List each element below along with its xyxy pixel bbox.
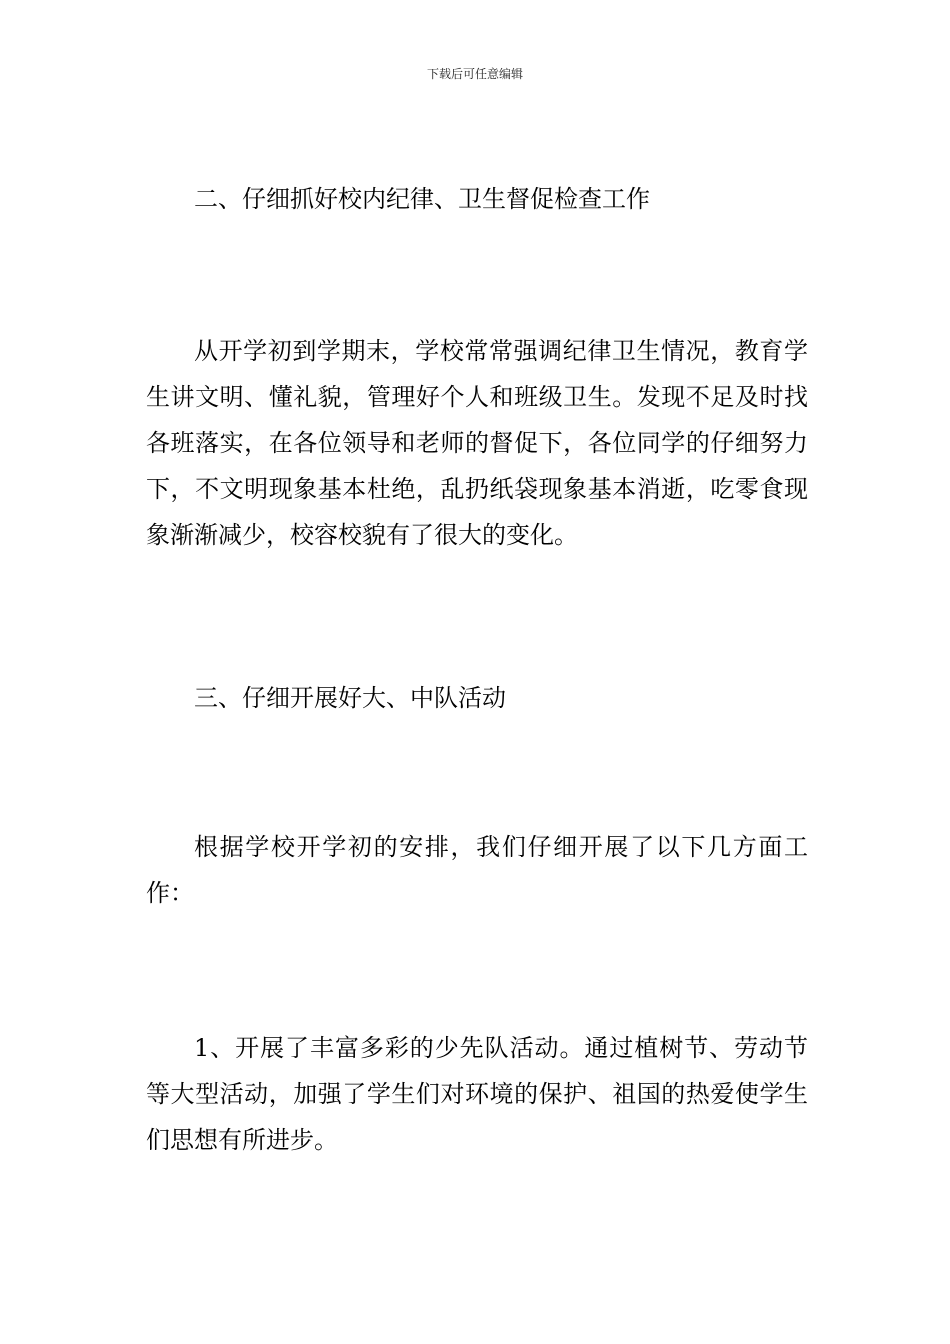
section-heading-3: 三、仔细开展好大、中队活动 bbox=[194, 684, 506, 712]
paragraph-activities-intro: 根据学校开学初的安排，我们仔细开展了以下几方面工作： bbox=[146, 833, 808, 907]
page-header-note: 下载后可任意编辑 bbox=[426, 67, 523, 81]
paragraph-discipline-hygiene: 从开学初到学期末，学校常常强调纪律卫生情况，教育学生讲文明、懂礼貌，管理好个人和班级卫生。发现不足及时找各班落实，在各位领导和老师的督促下，各位同学的仔细努力下，不文明现象基本杜绝，乱扔纸袋现象基本消逝，吃零食现象渐渐减少，校容校貌有了很大的变化。 bbox=[146, 337, 808, 549]
paragraph-pioneer-activities: 1、开展了丰富多彩的少先队活动。通过植树节、劳动节等大型活动，加强了学生们对环境的保护、祖国的热爱使学生们思想有所进步。 bbox=[146, 1034, 808, 1154]
section-heading-2: 二、仔细抓好校内纪律、卫生督促检查工作 bbox=[194, 185, 650, 213]
